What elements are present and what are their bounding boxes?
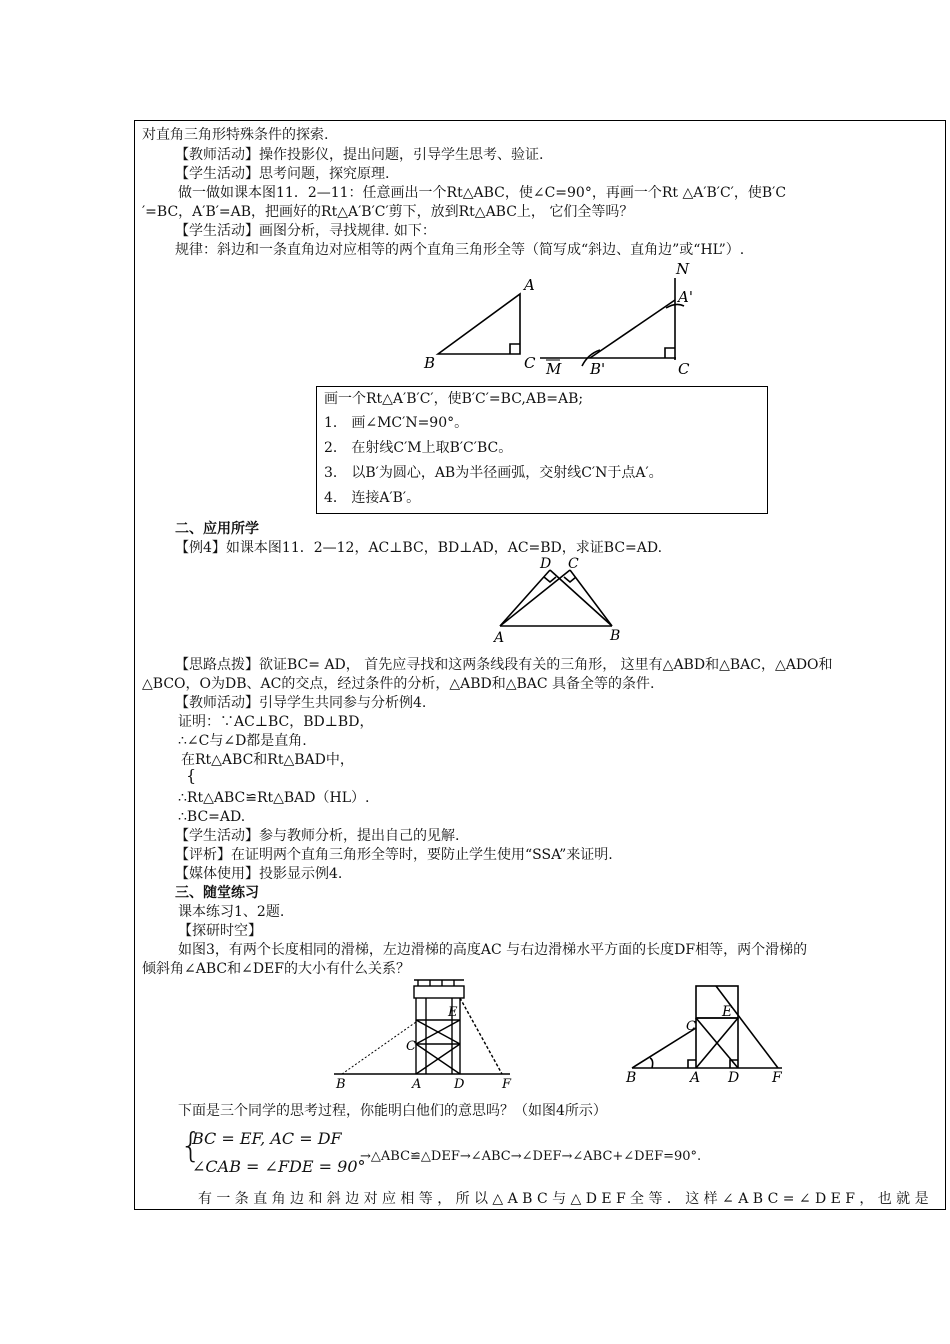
proof-line: ∴BC=AD. <box>178 809 246 825</box>
box-line: 3． 以B′为圆心，AB为半径画弧，交射线C′N于点A′。 <box>324 465 663 481</box>
figure-slides-diagram <box>622 980 792 1094</box>
text-line: 如图3，有两个长度相同的滑梯，左边滑梯的高度AC 与右边滑梯水平方面的长度DF相等，两个滑梯的 <box>178 942 808 958</box>
text-line: △BCO，O为DB、AC的交点，经过条件的分析，△ABD和△BAC 具备全等的条件. <box>142 676 655 692</box>
box-line: 1． 画∠MC′N=90°。 <box>324 415 469 431</box>
text-line: 【评析】在证明两个直角三角形全等时，要防止学生使用“SSA”来证明. <box>175 847 613 863</box>
label-D: D <box>540 556 552 572</box>
label-A-prime: A' <box>678 288 693 306</box>
text-line: 【教师活动】引导学生共同参与分析例4. <box>175 695 427 711</box>
label-A: A <box>412 1077 422 1092</box>
equation-line-2: ∠CAB = ∠FDE = 90° <box>192 1157 366 1176</box>
box-line: 4． 连接A′B′。 <box>324 490 421 506</box>
figure-right-triangles <box>410 258 710 382</box>
label-D: D <box>454 1077 465 1092</box>
text-line: 【媒体使用】投影显示例4. <box>175 866 343 882</box>
brace-fragment: { <box>186 766 197 785</box>
label-C: C <box>406 1039 416 1054</box>
text-line: 做一做如课本图11．2—11：任意画出一个Rt△ABC，使∠C=90°，再画一个Rt △A′B′C′，使B′C <box>178 185 787 201</box>
equation-line-1: BC = EF, AC = DF <box>192 1129 342 1148</box>
implication-chain: →△ABC≌△DEF→∠ABC→∠DEF→∠ABC+∠DEF=90°. <box>360 1149 702 1164</box>
text-line: ′=BC，A′B′=AB，把画好的Rt△A′B′C′剪下，放到Rt△ABC上， 它们全等吗？ <box>142 204 634 220</box>
proof-line: ∴∠C与∠D都是直角. <box>178 733 307 749</box>
label-C-prime: C <box>678 360 690 378</box>
label-B: B <box>424 354 436 372</box>
system-brace: { <box>180 1126 202 1166</box>
text-line: 课本练习1、2题. <box>178 904 285 920</box>
text-line: 【学生活动】画图分析，寻找规律. 如下： <box>175 223 436 239</box>
label-D: D <box>728 1070 740 1086</box>
text-line: 对直角三角形特殊条件的探索. <box>142 127 329 143</box>
box-line: 画一个Rt△A′B′C′，使B′C′=BC,AB=AB; <box>324 391 584 407</box>
text-line: 【学生活动】参与教师分析，提出自己的见解. <box>175 828 460 844</box>
text-line: 规律：斜边和一条直角边对应相等的两个直角三角形全等（简写成“斜边、直角边”或“HL”）. <box>175 242 745 258</box>
label-C: C <box>568 556 579 572</box>
text-line: 【教师活动】操作投影仪，提出问题，引导学生思考、验证. <box>175 147 544 163</box>
label-B: B <box>610 628 621 644</box>
text-line: 倾斜角∠ABC和∠DEF的大小有什么关系？ <box>142 961 410 977</box>
section-heading: 三、随堂练习 <box>175 885 259 901</box>
figure-slides <box>330 978 530 1096</box>
text-line: 有一条直角边和斜边对应相等，所以△ABC与△DEF全等．这样∠ABC=∠DEF，也就是 <box>198 1191 933 1207</box>
proof-line: 证明：∵AC⊥BC，BD⊥BD， <box>178 714 374 730</box>
label-E: E <box>722 1004 733 1020</box>
label-F: F <box>772 1070 782 1086</box>
text-line: 【思路点拨】欲证BC= AD， 首先应寻找和这两条线段有关的三角形， 这里有△ABD和△BAC，△ADO和 <box>175 657 833 673</box>
label-A: A <box>690 1070 701 1086</box>
label-B-prime: B' <box>590 360 606 378</box>
label-A: A <box>494 630 505 646</box>
label-B: B <box>336 1077 346 1092</box>
proof-line: ∴Rt△ABC≌Rt△BAD（HL）. <box>178 790 370 806</box>
text-line: 【例4】如课本图11．2—12，AC⊥BC，BD⊥AD，AC=BD，求证BC=AD. <box>175 540 663 556</box>
box-line: 2． 在射线C′M上取B′C′BC。 <box>324 440 513 456</box>
label-N: N <box>676 260 690 278</box>
label-E: E <box>448 1005 458 1020</box>
text-line: 下面是三个同学的思考过程，你能明白他们的意思吗？（如图4所示） <box>178 1103 607 1119</box>
label-F: F <box>502 1077 512 1092</box>
section-heading: 二、应用所学 <box>175 521 259 537</box>
label-B: B <box>626 1070 637 1086</box>
label-C: C <box>686 1019 696 1034</box>
figure-example-4 <box>490 556 630 646</box>
text-line: 【探研时空】 <box>178 923 262 939</box>
label-C: C <box>524 354 536 372</box>
proof-line: 在Rt△ABC和Rt△BAD中， <box>181 752 354 768</box>
label-A: A <box>524 276 535 294</box>
label-M: M <box>546 360 562 378</box>
text-line: 【学生活动】思考问题，探究原理. <box>175 166 390 182</box>
